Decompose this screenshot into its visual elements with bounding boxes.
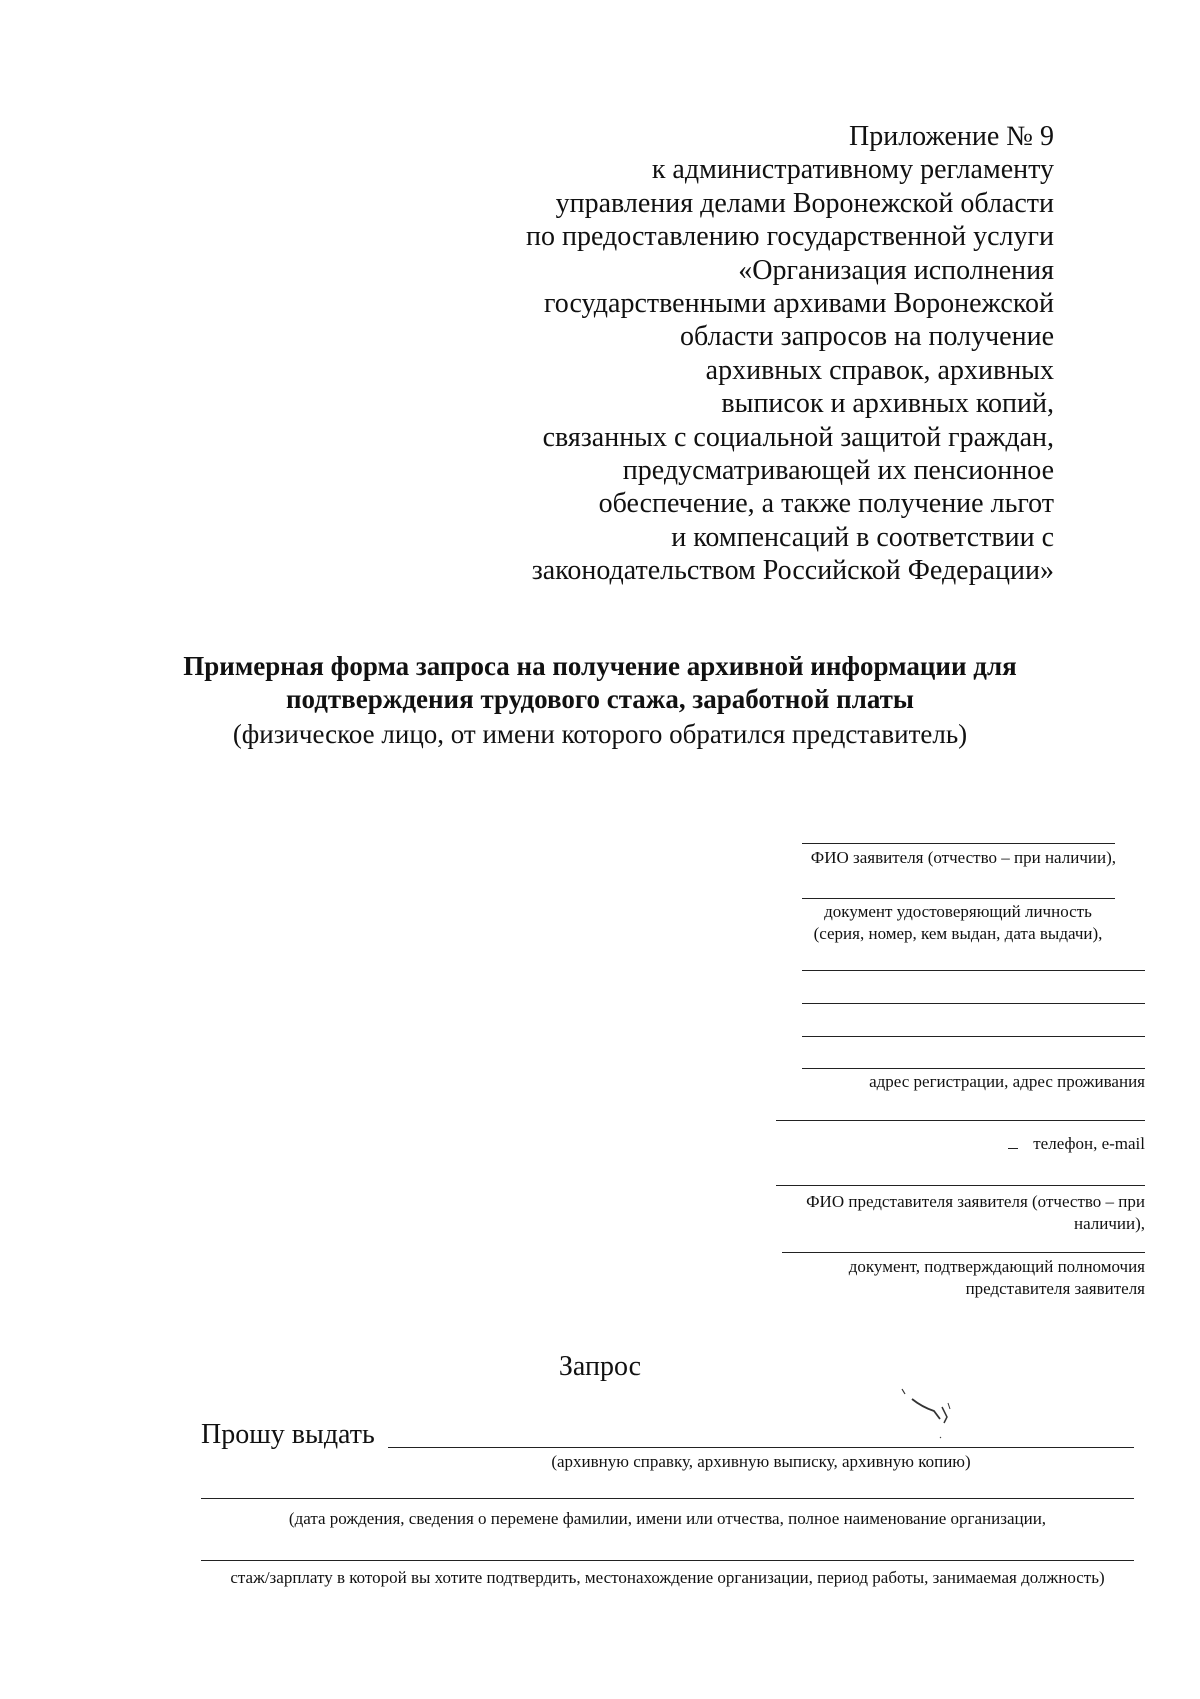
request-title: Запрос	[558, 1351, 642, 1382]
form-title-line: подтверждения трудового стажа, заработной платы	[285, 684, 915, 714]
applicant-address-line[interactable]	[802, 1068, 1145, 1069]
request-ask-label: Прошу выдать	[201, 1419, 375, 1450]
applicant-id-document-caption: (серия, номер, кем выдан, дата выдачи),	[813, 924, 1103, 943]
form-title-line: Примерная форма запроса на получение архивной информации для	[183, 651, 1017, 681]
appendix-line: архивных справок, архивных	[705, 354, 1054, 386]
appendix-header	[494, 120, 1054, 588]
appendix-line: области запросов на получение	[680, 321, 1054, 353]
appendix-line: законодательством Российской Федерации»	[531, 555, 1054, 587]
appendix-line: «Организация исполнения	[738, 254, 1054, 286]
representative-fio-caption: ФИО представителя заявителя (отчество – при	[806, 1192, 1145, 1211]
signature-mark	[900, 1385, 970, 1440]
appendix-line: выписок и архивных копий,	[721, 388, 1054, 420]
request-details-line[interactable]	[201, 1560, 1134, 1561]
representative-authority-line[interactable]	[782, 1252, 1145, 1253]
appendix-line: управления делами Воронежской области	[555, 187, 1054, 219]
form-title	[0, 650, 1200, 751]
appendix-line: к административному регламенту	[651, 154, 1054, 186]
applicant-address-caption: адрес регистрации, адрес проживания	[869, 1072, 1145, 1091]
applicant-contact-line[interactable]	[776, 1120, 1145, 1121]
request-details-line[interactable]	[201, 1498, 1134, 1499]
request-document-type-caption: (архивную справку, архивную выписку, архивную копию)	[551, 1452, 971, 1471]
request-document-type-line[interactable]	[388, 1447, 1134, 1448]
appendix-line: Приложение № 9	[849, 121, 1054, 152]
applicant-fio-line[interactable]	[802, 843, 1115, 844]
appendix-line: и компенсаций в соответствии с	[671, 521, 1054, 553]
appendix-line: по предоставлению государственной услуги	[526, 221, 1054, 253]
request-details-caption: (дата рождения, сведения о перемене фамилии, имени или отчества, полное наименование организации,	[288, 1509, 1047, 1528]
applicant-details-line[interactable]	[802, 970, 1145, 971]
form-subtitle: (физическое лицо, от имени которого обратился представитель)	[232, 719, 968, 749]
appendix-line: обеспечение, а также получение льгот	[598, 488, 1054, 520]
representative-fio-line[interactable]	[776, 1185, 1145, 1186]
applicant-fio-caption: ФИО заявителя (отчество – при наличии),	[810, 848, 1116, 867]
representative-fio-caption: наличии),	[1073, 1214, 1145, 1233]
applicant-id-document-caption: документ удостоверяющий личность	[824, 902, 1092, 921]
applicant-details-line[interactable]	[802, 1036, 1145, 1037]
appendix-line: предусматривающей их пенсионное	[622, 455, 1054, 487]
representative-authority-caption: документ, подтверждающий полномочия	[848, 1257, 1145, 1276]
representative-authority-caption: представителя заявителя	[965, 1279, 1145, 1298]
appendix-line: связанных с социальной защитой граждан,	[542, 421, 1054, 453]
applicant-contact-caption: телефон, e-mail	[1033, 1134, 1145, 1153]
request-details-caption: стаж/зарплату в которой вы хотите подтвердить, местонахождение организации, период работы, занимаемая должность)	[230, 1568, 1105, 1587]
applicant-id-document-line[interactable]	[802, 898, 1115, 899]
applicant-details-line[interactable]	[802, 1003, 1145, 1004]
appendix-line: государственными архивами Воронежской	[543, 288, 1054, 320]
